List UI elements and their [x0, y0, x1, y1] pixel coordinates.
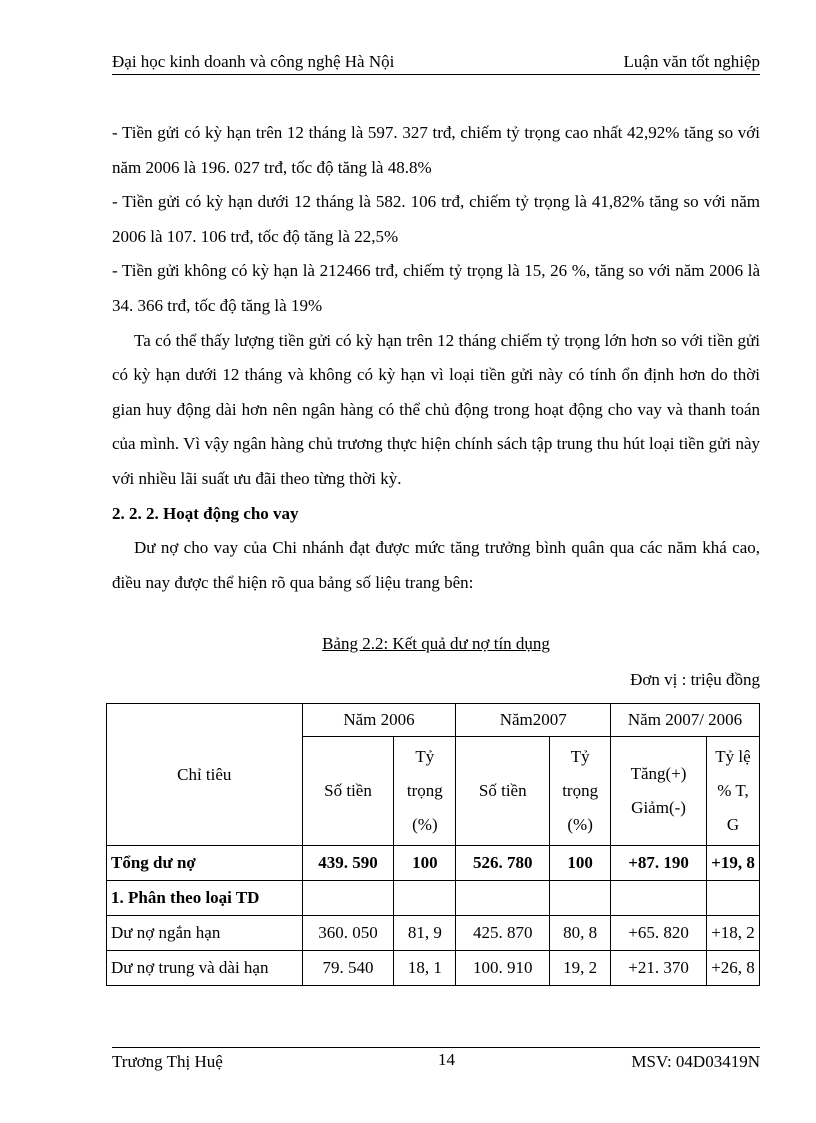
- footer-student-id: MSV: 04D03419N: [631, 1052, 760, 1071]
- table-unit: Đơn vị : triệu đồng: [630, 670, 760, 689]
- table-row: Dư nợ ngắn hạn 360. 050 81, 9 425. 870 80, 8 +65. 820 +18, 2: [107, 916, 760, 951]
- table-header-row: [107, 704, 760, 737]
- page-header: [112, 50, 760, 75]
- paragraph-deposit-under-12m: - Tiền gửi có kỳ hạn dưới 12 tháng là 582. 106 trđ, chiếm tỷ trọng là 41,82% tăng so với năm 2006 là 107. 106 trđ, tốc độ tăng là 22,5%: [112, 192, 760, 246]
- header-thesis-title: Luận văn tốt nghiệp: [623, 52, 760, 71]
- section-heading: 2. 2. 2. Hoạt động cho vay: [112, 503, 299, 523]
- header-chi-tieu: Chỉ tiêu: [107, 704, 303, 846]
- footer-author: Trương Thị Huệ: [112, 1052, 223, 1071]
- header-compare: Năm 2007/ 2006: [611, 704, 760, 737]
- table-row: Dư nợ trung và dài hạn 79. 540 18, 1 100. 910 19, 2 +21. 370 +26, 8: [107, 951, 760, 986]
- header-year-2007: Năm2007: [456, 704, 611, 737]
- subheader-ty-trong-2006: Tỷ trọng (%): [394, 737, 456, 846]
- credit-table: [106, 703, 760, 986]
- subheader-so-tien-2006: Số tiền: [302, 737, 394, 846]
- subheader-tang-giam: Tăng(+) Giảm(-): [611, 737, 707, 846]
- subheader-ty-le: Tỷ lệ % T, G: [707, 737, 760, 846]
- page-number: 14: [438, 1050, 455, 1069]
- header-year-2006: Năm 2006: [302, 704, 456, 737]
- subheader-so-tien-2007: Số tiền: [456, 737, 550, 846]
- table-row: 1. Phân theo loại TD: [107, 881, 760, 916]
- table-row: Tổng dư nợ 439. 590 100 526. 780 100 +87. 190 +19, 8: [107, 846, 760, 881]
- paragraph-lending-intro: Dư nợ cho vay của Chi nhánh đạt được mức tăng trưởng bình quân qua các năm khá cao, điều nay được thể hiện rõ qua bảng số liệu trang bên:: [112, 538, 760, 592]
- header-university: Đại học kinh doanh và công nghệ Hà Nội: [112, 52, 395, 71]
- table-caption: Bảng 2.2: Kết quả dư nợ tín dụng: [322, 634, 550, 653]
- paragraph-deposit-no-term: - Tiền gửi không có kỳ hạn là 212466 trđ, chiếm tỷ trọng là 15, 26 %, tăng so với năm 2006 là 34. 366 trđ, tốc độ tăng là 19%: [112, 261, 760, 315]
- paragraph-analysis: Ta có thể thấy lượng tiền gửi có kỳ hạn trên 12 tháng chiếm tỷ trọng lớn hơn so với tiền gửi có kỳ hạn dưới 12 tháng và không có kỳ hạn vì loại tiền gửi này có tính ổn định hơn do thời gian huy động dài hơn nên ngân hàng có thể chủ động trong hoạt động cho vay và thanh toán của mình. Vì vậy ngân hàng chủ trương thực hiện chính sách tập trung thu hút loại tiền gửi này với nhiều lãi suất ưu đãi theo từng thời kỳ.: [112, 330, 760, 488]
- paragraph-deposit-over-12m: - Tiền gửi có kỳ hạn trên 12 tháng là 597. 327 trđ, chiếm tỷ trọng cao nhất 42,92% tăng so với năm 2006 là 196. 027 trđ, tốc độ tăng là 48.8%: [112, 123, 760, 177]
- subheader-ty-trong-2007: Tỷ trọng (%): [550, 737, 611, 846]
- page-footer: [112, 1047, 760, 1076]
- body-text: [112, 116, 760, 600]
